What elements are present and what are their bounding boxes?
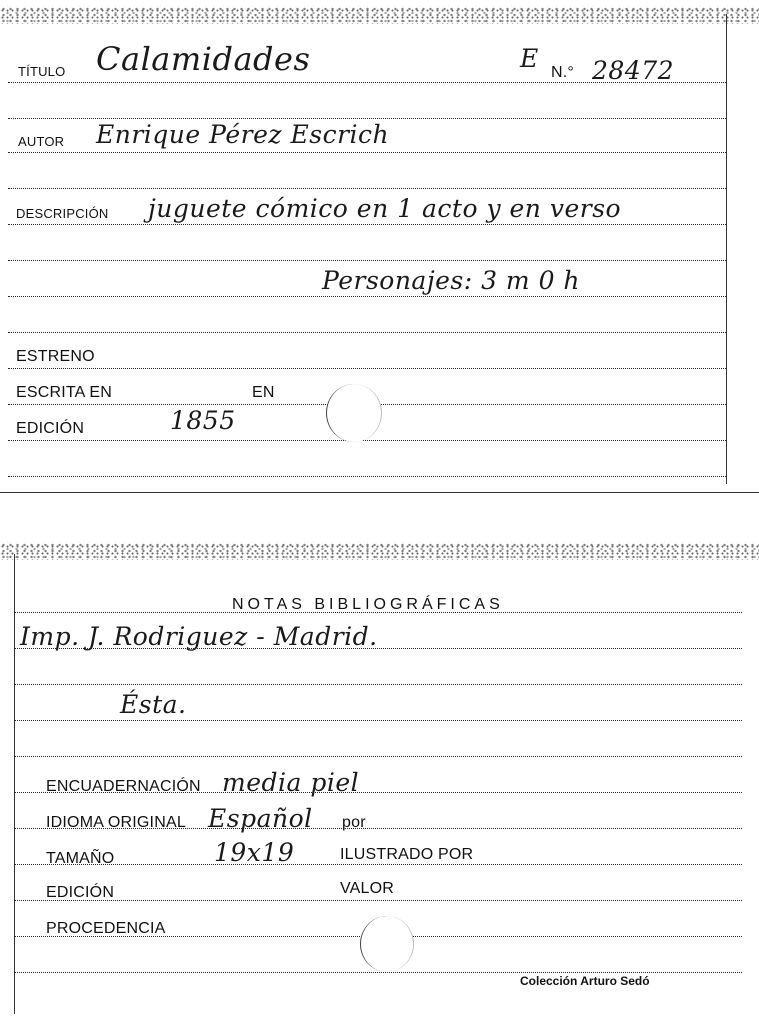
- ruled-line: [8, 476, 726, 477]
- note-line-2: Ésta.: [120, 690, 187, 719]
- ruled-line: [14, 720, 742, 721]
- autor-label: AUTOR: [18, 134, 65, 149]
- ruled-line: [8, 118, 726, 119]
- descripcion-value: juguete cómico en 1 acto y en verso: [148, 194, 622, 223]
- titulo-value: Calamidades: [96, 40, 311, 78]
- ruled-line: [8, 224, 726, 225]
- edicion-label: EDICIÓN: [16, 420, 85, 437]
- ruled-line: [8, 296, 726, 297]
- serial-mark: E: [520, 44, 539, 73]
- card-edge-texture: [0, 6, 759, 24]
- notas-heading: NOTAS BIBLIOGRÁFICAS: [232, 596, 504, 613]
- punch-hole: [326, 384, 382, 442]
- valor-label: VALOR: [340, 880, 395, 897]
- numero-value: 28472: [592, 56, 675, 85]
- ruled-line: [14, 864, 742, 865]
- tamano-value: 19x19: [214, 838, 295, 867]
- ruled-line: [8, 260, 726, 261]
- tamano-label: TAMAÑO: [46, 850, 115, 867]
- ruled-line: [14, 612, 742, 613]
- personajes-value: Personajes: 3 m 0 h: [322, 266, 581, 295]
- catalog-card-front: [0, 0, 759, 492]
- escrita-en-label: ESCRITA EN: [16, 384, 112, 401]
- card-right-border: [726, 14, 727, 484]
- idioma-value: Español: [208, 804, 313, 833]
- card-edge-texture: [0, 542, 759, 560]
- en-label: EN: [252, 384, 275, 401]
- encuadernacion-value: media piel: [222, 768, 360, 797]
- note-line-1: Imp. J. Rodriguez - Madrid.: [20, 622, 378, 651]
- ilustrado-label: ILUSTRADO POR: [340, 846, 474, 863]
- ruled-line: [8, 188, 726, 189]
- coleccion-credit: Colección Arturo Sedó: [520, 974, 650, 988]
- numero-label: N.°: [551, 64, 574, 81]
- autor-value: Enrique Pérez Escrich: [96, 120, 390, 149]
- card-separator: [0, 492, 759, 493]
- ruled-line: [8, 368, 726, 369]
- ruled-line: [14, 756, 742, 757]
- idioma-label: IDIOMA ORIGINAL: [46, 814, 186, 831]
- por-label: por: [342, 814, 366, 831]
- ruled-line: [14, 972, 742, 973]
- edicion-value: 1855: [170, 406, 236, 435]
- card-left-border: [14, 554, 15, 1014]
- ruled-line: [8, 332, 726, 333]
- estreno-label: ESTRENO: [16, 348, 95, 365]
- punch-hole: [360, 916, 414, 972]
- descripcion-label: DESCRIPCIÓN: [16, 206, 109, 221]
- ruled-line: [14, 900, 742, 901]
- titulo-label: TÍTULO: [18, 64, 66, 79]
- encuadernacion-label: ENCUADERNACIÓN: [46, 778, 201, 795]
- ruled-line: [14, 684, 742, 685]
- procedencia-label: PROCEDENCIA: [46, 920, 166, 937]
- ruled-line: [8, 152, 726, 153]
- edicion-label-back: EDICIÓN: [46, 884, 115, 901]
- ruled-line: [8, 440, 726, 441]
- catalog-card-back: [0, 540, 759, 1028]
